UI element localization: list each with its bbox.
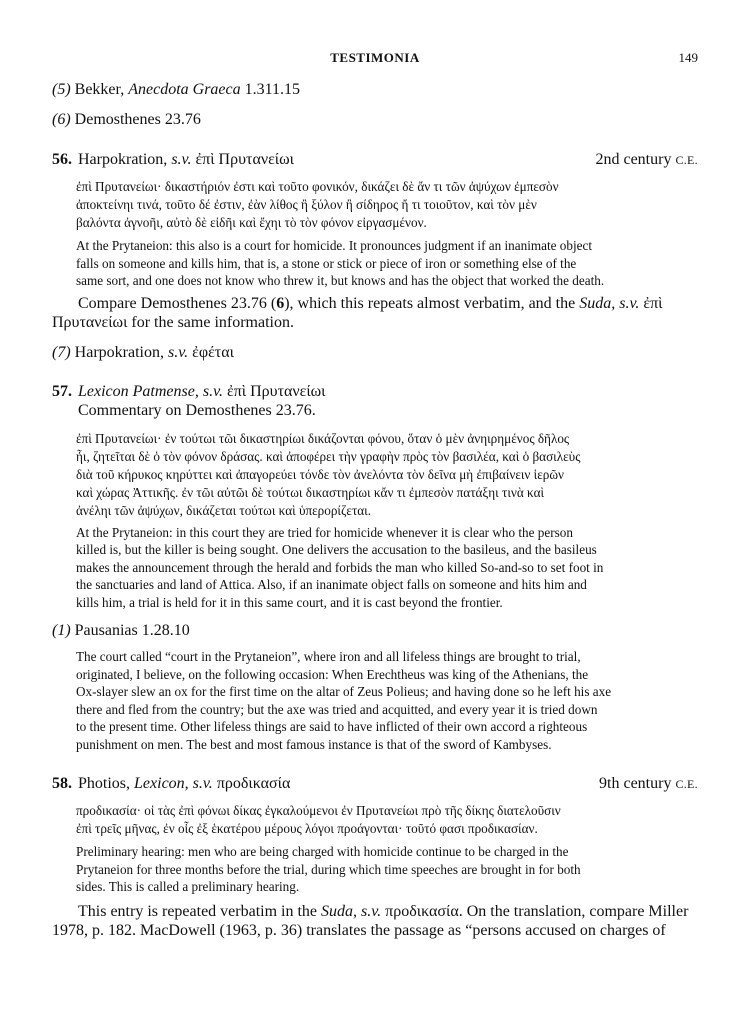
ref-number: (6) <box>52 111 71 128</box>
entry-58 <box>52 774 698 793</box>
translation-line: Preliminary hearing: men who are being charged with homicide continue to be charged in the <box>76 844 569 859</box>
translation-line: there and fled from the country; but the axe was tried and acquitted, and every year it is tried down <box>76 701 598 717</box>
ref-number: (1) <box>52 622 71 639</box>
page <box>52 50 698 940</box>
entry-58-greek <box>52 802 698 838</box>
translation-line: At the Prytaneion: this also is a court for homicide. It pronounces judgment if an inanimate object <box>76 238 593 253</box>
ref-word: ἐφέται <box>188 343 234 361</box>
ref-text: Demosthenes 23.76 <box>74 111 201 128</box>
entry-source: Harpokration, s.v. ἐπὶ Πρυτανείωι <box>78 151 294 168</box>
page-number: 149 <box>678 50 698 65</box>
entry-source: Photios, Lexicon, s.v. προδικασία <box>78 775 291 792</box>
source-ref-7 <box>52 343 698 362</box>
ref-work: Anecdota Graeca <box>128 81 241 98</box>
entry-56-commentary <box>52 294 698 332</box>
entry-58-commentary <box>52 902 698 940</box>
translation-line: originated, I believe, on the following occasion: When Erechtheus was king of the Athenians, the <box>76 666 589 682</box>
greek-line: ἀποκτείνηι τινά, τοῦτο δέ ἐστιν, ἐὰν λίθος ἢ ξύλον ἢ σίδηρος ἤ τι τοιοῦτον, καὶ τὸν μὲν <box>76 197 537 212</box>
greek-line: διὰ τοῦ κήρυκος κηρύττει καὶ ἀπαγορεύει τόνδε τὸν ἀνελόντα τὸν δεῖνα μὴ ἐπιβαίνειν ἱερῶν <box>76 466 564 482</box>
translation-line: to the present time. Other lifeless things are said to have inflicted of their own accord a righteous <box>76 719 588 734</box>
entry-date: 9th century C.E. <box>599 775 698 792</box>
source-ref-5 <box>52 80 698 99</box>
entry-number: 57. <box>52 382 72 400</box>
entry-57-translation <box>52 524 698 612</box>
greek-line: ἐπὶ Πρυτανείωι· δικαστήριόν ἐστι καὶ τοῦτο φονικόν, δικάζει δὲ ἄν τι τῶν ἀψύχων ἐμπεσὸν <box>76 179 559 194</box>
translation-line: falls on someone and kills him, that is, a stone or stick or piece of iron or something else of the <box>76 255 577 271</box>
ref-author: Bekker, <box>74 81 129 98</box>
translation-line: sides. This is called a preliminary hearing. <box>76 879 300 894</box>
running-head <box>52 50 698 70</box>
entry-source-line2: Commentary on Demosthenes 23.76. <box>78 401 316 419</box>
ref-text: Pausanias 1.28.10 <box>74 622 190 639</box>
greek-line: καὶ χώρας Ἀττικῆς. ἐν τῶι αὐτῶι δὲ τούτωι δικαστηρίωι κἄν τι ἐμπεσὸν πατάξηι τινὰ καὶ <box>76 484 545 500</box>
pausanias-translation <box>52 648 698 753</box>
entry-number: 56. <box>52 151 72 168</box>
entry-56 <box>52 150 698 169</box>
translation-line: The court called “court in the Prytaneion”, where iron and all lifeless things are brought to trial, <box>76 649 581 664</box>
source-ref-1 <box>52 621 698 640</box>
translation-line: killed is, but the killer is being sought. One delivers the accusation to the basileus, and the basileus <box>76 542 597 557</box>
entry-56-greek <box>52 178 698 232</box>
greek-line: ἦι, ζητεῖται δὲ ὁ τὸν φόνον δράσας. καὶ ἀποφέρει τὴν γραφὴν πρὸς τὸν βασιλέα, καὶ ὁ βασιλεὺς <box>76 448 581 464</box>
translation-line: At the Prytaneion: in this court they are tried for homicide whenever it is clear who the person <box>76 524 573 540</box>
translation-line: Ox-slayer slew an ox for the first time on the altar of Zeus Polieus; and having done so he left his axe <box>76 684 612 699</box>
commentary-line: Compare Demosthenes 23.76 (6), which this repeats almost verbatim, and the Suda, s.v. ἐπὶ <box>78 294 663 312</box>
entry-58-translation <box>52 843 698 896</box>
ref-sv: s.v. <box>167 343 189 361</box>
translation-line: the sanctuaries and land of Attica. Also, if an inanimate object falls on someone and hits him and <box>76 577 587 592</box>
entry-number: 58. <box>52 775 72 792</box>
entry-source: Lexicon Patmense, s.v. ἐπὶ Πρυτανείωι <box>78 382 326 400</box>
translation-line: Prytaneion for three months before the trial, during which time speeches are brought in for both <box>76 861 581 877</box>
greek-line: βαλόντα ἀγνοῆι, αὐτὸ δὲ εἰδῆι καὶ ἔχηι τὸ τὸν φόνον εἰργασμένον. <box>76 215 427 230</box>
greek-line: ἀνέληι τῶν ἀψύχων, δικάζεται τούτωι καὶ ὑπερορίζεται. <box>76 502 372 518</box>
running-title: TESTIMONIA <box>330 50 420 65</box>
commentary-line: Πρυτανείωι for the same information. <box>52 313 294 331</box>
ref-author: Harpokration, <box>74 343 168 361</box>
entry-57-greek <box>52 430 698 520</box>
translation-line: kills him, a trial is held for it in this same court, and it is cast beyond the frontier. <box>76 594 503 610</box>
source-ref-6 <box>52 110 698 129</box>
ref-location: 1.311.15 <box>240 81 301 98</box>
entry-57 <box>52 382 698 420</box>
translation-line: makes the announcement through the herald and forbids the man who killed So-and-so to set foot in <box>76 559 604 575</box>
ref-number: (7) <box>52 343 71 361</box>
translation-line: same sort, and one does not know who threw it, but knows and has the object that worked the death. <box>76 273 605 288</box>
commentary-line: 1978, p. 182. MacDowell (1963, p. 36) translates the passage as “persons accused on charges of <box>52 921 666 939</box>
commentary-line: This entry is repeated verbatim in the Suda, s.v. προδικασία. On the translation, compare Miller <box>78 902 689 920</box>
greek-line: ἐπὶ τρεῖς μῆνας, ἐν οἷς ἐξ ἑκατέρου μέρους λόγοι προάγονται· τοῦτό φασι προδικασίαν. <box>76 821 538 836</box>
entry-56-translation <box>52 237 698 290</box>
greek-line: ἐπὶ Πρυτανείωι· ἐν τούτωι τῶι δικαστηρίωι δικάζονται φόνου, ὅταν ὁ μὲν ἀνηιρημένος δῆλος <box>76 430 570 446</box>
greek-line: προδικασία· οἱ τὰς ἐπὶ φόνωι δίκας ἐγκαλούμενοι ἐν Πρυτανείωι πρὸ τῆς δίκης διατελοῦσιν <box>76 803 561 818</box>
entry-date: 2nd century C.E. <box>595 151 698 168</box>
ref-number: (5) <box>52 81 71 98</box>
translation-line: punishment on men. The best and most famous instance is that of the sword of Kambyses. <box>76 736 552 752</box>
